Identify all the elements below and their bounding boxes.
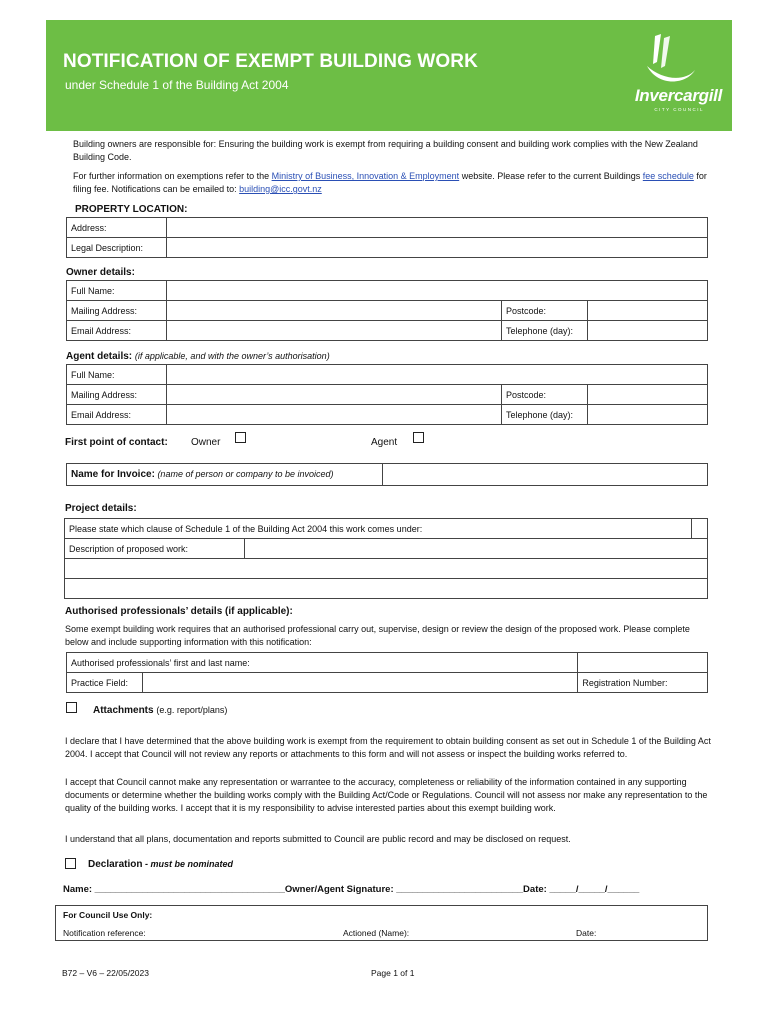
owner-email-label: Email Address:: [67, 321, 167, 341]
owner-telephone-label: Telephone (day):: [502, 321, 588, 341]
practice-field-label: Practice Field:: [67, 673, 143, 693]
intro-text: for filing fee. Notifications can be emailed to:: [73, 171, 707, 194]
declaration-paragraph-1: I declare that I have determined that the above building work is exempt from the requirement to obtain building consent as set out in Schedule 1 of the Building Act 2004. I accept that Council will not review any reports or attachments to this form and will not assess or inspect the building works referred to.: [65, 736, 711, 759]
declaration-checkbox[interactable]: [65, 858, 76, 869]
professional-name-field[interactable]: [578, 653, 708, 673]
agent-mailing-field[interactable]: [167, 385, 502, 405]
property-section-title: PROPERTY LOCATION:: [75, 204, 188, 215]
description-field-line-2[interactable]: [65, 559, 708, 579]
owner-postcode-field[interactable]: [588, 301, 708, 321]
signature-line[interactable]: Name: ____________________________________Owner/Agent Signature: ________________________Date: _____/_____/______: [63, 884, 640, 895]
clause-field[interactable]: [691, 519, 707, 539]
form-code: B72 – V6 – 22/05/2023: [62, 968, 149, 978]
header-banner: [46, 20, 732, 131]
invoice-label: Name for Invoice:: [71, 469, 155, 480]
agent-email-field[interactable]: [167, 405, 502, 425]
council-use-title: For Council Use Only:: [63, 910, 153, 920]
logo-subtext: CITY COUNCIL: [654, 107, 704, 112]
professionals-text: Some exempt building work requires that an authorised professional carry out, supervise, design or review the design of the proposed work. Please complete below and include supporting information with this notification:: [65, 624, 690, 647]
agent-email-label: Email Address:: [67, 405, 167, 425]
page-number: Page 1 of 1: [371, 968, 415, 978]
owner-table: [66, 280, 708, 341]
description-field-line-3[interactable]: [65, 579, 708, 599]
actioned-name-label: Actioned (Name):: [343, 928, 410, 938]
clause-label: Please state which clause of Schedule 1 of the Building Act 2004 this work comes under:: [65, 519, 692, 539]
contact-owner-checkbox[interactable]: [235, 432, 246, 443]
address-label: Address:: [67, 218, 167, 238]
owner-email-field[interactable]: [167, 321, 502, 341]
agent-full-name-field[interactable]: [167, 365, 708, 385]
agent-telephone-field[interactable]: [588, 405, 708, 425]
property-table: [66, 217, 708, 258]
owner-telephone-field[interactable]: [588, 321, 708, 341]
owner-mailing-field[interactable]: [167, 301, 502, 321]
email-link[interactable]: building@icc.govt.nz: [239, 184, 322, 194]
agent-telephone-label: Telephone (day):: [502, 405, 588, 425]
attachments-row: [93, 705, 227, 716]
registration-cell: [578, 673, 708, 693]
form-subtitle: under Schedule 1 of the Building Act 2004: [65, 78, 289, 92]
legal-description-label: Legal Description:: [67, 238, 167, 258]
agent-table: [66, 364, 708, 425]
owner-full-name-label: Full Name:: [67, 281, 167, 301]
declaration-row: [88, 859, 233, 870]
owner-postcode-label: Postcode:: [502, 301, 588, 321]
declaration-paragraph-3: I understand that all plans, documentation and reports submitted to Council are public record and may be disclosed on request.: [65, 834, 571, 844]
declaration-label: Declaration: [88, 859, 143, 870]
practice-field-input[interactable]: [143, 673, 578, 693]
mbie-link[interactable]: Ministry of Business, Innovation & Employment: [271, 171, 460, 181]
address-field[interactable]: [167, 218, 708, 238]
intro-text: website. Please refer to the current Buildings: [459, 171, 643, 181]
professional-name-label: Authorised professionals’ first and last name:: [67, 653, 578, 673]
invoice-label-cell: [67, 464, 383, 486]
council-logo: [612, 32, 722, 112]
agent-title-text: Agent details:: [66, 351, 133, 362]
attachments-note: (e.g. report/plans): [156, 705, 228, 715]
council-date-label: Date:: [576, 928, 597, 938]
agent-postcode-field[interactable]: [588, 385, 708, 405]
council-use-box: [55, 905, 708, 941]
owner-mailing-label: Mailing Address:: [67, 301, 167, 321]
agent-section-title: [66, 351, 330, 362]
intro-paragraph-2: [73, 170, 719, 196]
contact-label: First point of contact:: [65, 437, 168, 448]
professionals-section-title: Authorised professionals’ details (if applicable):: [65, 606, 293, 617]
owner-section-title: Owner details:: [66, 267, 135, 278]
attachments-label: Attachments: [93, 705, 154, 716]
declaration-paragraph-2: I accept that Council cannot make any representation or warrantee to the accuracy, completeness or reliability of the information contained in any supporting documents or determine whether the building works comply with the Building Act/Code or Regulations. Council will not assess nor make any representation to the quality of the building works. I accept that it is my responsibility to advise interested parties about this exempt building work.: [65, 777, 708, 813]
contact-agent-checkbox[interactable]: [413, 432, 424, 443]
invoice-field[interactable]: [383, 464, 708, 486]
invoice-table: [66, 463, 708, 486]
fee-schedule-link[interactable]: fee schedule: [642, 171, 694, 181]
agent-note: (if applicable, and with the owner’s authorisation): [134, 351, 330, 361]
logo-mark-icon: [637, 32, 697, 87]
intro-text: For further information on exemptions refer to the: [73, 171, 272, 181]
description-label: Description of proposed work:: [65, 539, 245, 559]
logo-wordmark: Invercargill: [634, 86, 722, 105]
legal-description-field[interactable]: [167, 238, 708, 258]
professionals-table: [66, 652, 708, 693]
description-field[interactable]: [245, 539, 708, 559]
registration-label: Registration Number:: [582, 677, 668, 688]
agent-full-name-label: Full Name:: [67, 365, 167, 385]
invoice-note: (name of person or company to be invoiced): [157, 469, 334, 479]
notification-reference-label: Notification reference:: [63, 928, 146, 938]
intro-paragraph-1: Building owners are responsible for: Ensuring the building work is exempt from requiring a building consent and building work complies with the New Zealand Building Code.: [73, 139, 698, 162]
owner-full-name-field[interactable]: [167, 281, 708, 301]
project-table: [64, 518, 708, 599]
contact-owner-label: Owner: [191, 437, 221, 448]
declaration-note: - must be nominated: [142, 859, 233, 869]
project-section-title: Project details:: [65, 503, 137, 514]
attachments-checkbox[interactable]: [66, 702, 77, 713]
agent-postcode-label: Postcode:: [502, 385, 588, 405]
form-title: NOTIFICATION OF EXEMPT BUILDING WORK: [63, 51, 478, 72]
contact-agent-label: Agent: [371, 437, 398, 448]
agent-mailing-label: Mailing Address:: [67, 385, 167, 405]
